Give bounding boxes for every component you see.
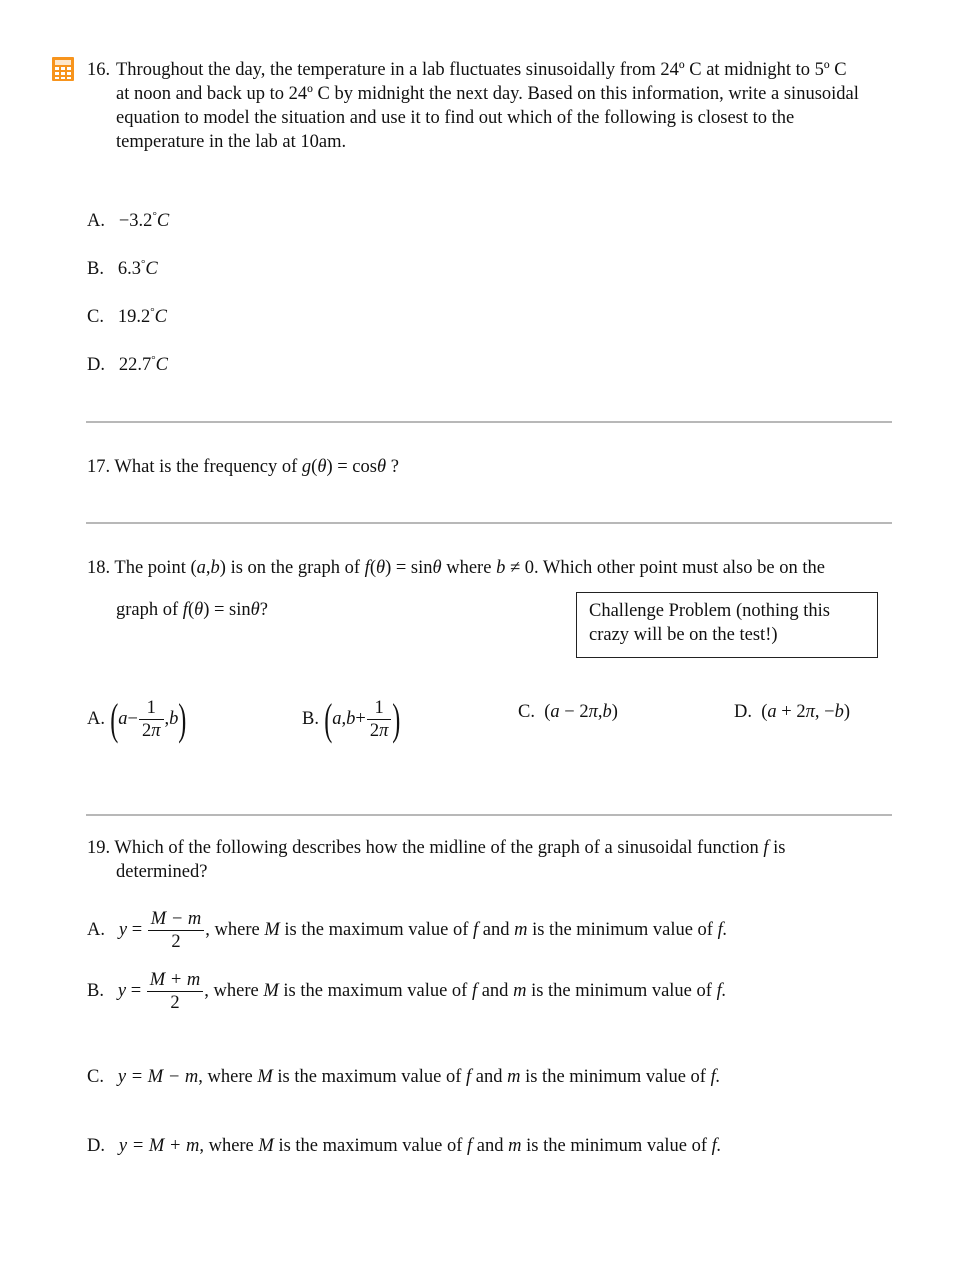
choice-letter: D. bbox=[734, 702, 752, 722]
choice-text: , where bbox=[205, 919, 260, 940]
question-19-line1: 19. Which of the following describes how the midline of the graph of a sinusoidal function f is bbox=[87, 838, 786, 858]
choice-letter: C. bbox=[518, 702, 535, 722]
choice-text: is the maximum value of bbox=[284, 919, 469, 940]
choice-unit: C bbox=[155, 355, 168, 375]
choice-value: −3.2 bbox=[118, 211, 153, 231]
choice-value: 22.7 bbox=[118, 355, 152, 375]
challenge-text: Challenge Problem (nothing this crazy will be on the test!) bbox=[589, 601, 830, 645]
choice-b[interactable]: B. (a,b+ $\frac{1}{2\pi}$ ) bbox=[302, 694, 401, 744]
choice-letter: C. bbox=[87, 1067, 104, 1087]
question-text: The point bbox=[114, 558, 186, 578]
choice-letter: A. bbox=[87, 708, 105, 729]
question-text: . Which other point must also be on the bbox=[533, 558, 825, 578]
choice-letter: B. bbox=[87, 980, 104, 1001]
question-number: 19. bbox=[87, 838, 111, 858]
choice-text: , where bbox=[198, 1067, 253, 1087]
choice-text: and bbox=[482, 919, 510, 940]
choice-text: and bbox=[475, 1067, 503, 1087]
fraction-denominator: 2 bbox=[171, 932, 181, 952]
question-number: 17. bbox=[87, 457, 111, 477]
question-mark: ? bbox=[390, 457, 399, 477]
choice-value: 6.3 bbox=[117, 259, 141, 279]
choice-a[interactable]: A. −3.2°C bbox=[87, 210, 170, 231]
question-text: is bbox=[773, 838, 786, 858]
question-mark: ? bbox=[259, 600, 268, 620]
question-text: where bbox=[446, 558, 492, 578]
question-number: 18. bbox=[87, 558, 111, 578]
choice-d[interactable]: D. y = M + m, where M is the maximum value of f and m is the minimum value of f. bbox=[87, 1136, 722, 1156]
question-text-line: equation to model the situation and use it to find out which of the following is closest to the bbox=[116, 108, 795, 128]
section-divider bbox=[86, 522, 892, 524]
question-text-line: Throughout the day, the temperature in a lab fluctuates sinusoidally from 24º C at midnight to 5º C bbox=[116, 60, 847, 80]
choice-text: is the maximum value of bbox=[283, 980, 468, 1001]
question-text-line: determined? bbox=[116, 862, 208, 882]
choice-a[interactable]: A. (a− $\frac{1}{2\pi}$ ,b) bbox=[87, 694, 187, 744]
choice-value: 19.2 bbox=[117, 307, 151, 327]
choice-letter: D. bbox=[87, 355, 105, 375]
question-18-line2: graph of f(θ) = sinθ? bbox=[116, 600, 268, 620]
choice-unit: C bbox=[156, 211, 170, 231]
choice-letter: A. bbox=[87, 919, 105, 940]
choice-text: and bbox=[481, 980, 509, 1001]
choice-letter: B. bbox=[87, 259, 104, 279]
choice-c[interactable]: C. 19.2°C bbox=[87, 306, 167, 327]
choice-b[interactable]: B. y = $\frac{M + m}{2}$ , where M is the maximum value of f and m is the minimum value of f. bbox=[87, 970, 727, 1013]
choice-c[interactable]: C. (a − 2π,b) bbox=[518, 702, 618, 722]
function-rhs: = cos bbox=[337, 457, 377, 477]
choice-text: is the maximum value of bbox=[278, 1136, 463, 1156]
question-17: 17. What is the frequency of g(θ) = cosθ ? bbox=[87, 457, 399, 477]
choice-text: is the maximum value of bbox=[277, 1067, 462, 1087]
question-text: What is the frequency of bbox=[114, 457, 298, 477]
choice-text: is the minimum value of bbox=[531, 980, 712, 1001]
choice-text: is the minimum value of bbox=[532, 919, 713, 940]
choice-text: , where bbox=[204, 980, 259, 1001]
question-text-line: at noon and back up to 24º C by midnight the next day. Based on this information, write a sinusoidal bbox=[116, 84, 859, 104]
choice-c[interactable]: C. y = M − m, where M is the maximum value of f and m is the minimum value of f. bbox=[87, 1067, 721, 1087]
choice-d[interactable]: D. 22.7°C bbox=[87, 354, 168, 375]
fraction-numerator: M + m bbox=[147, 969, 204, 992]
choice-expression: y = M + m bbox=[118, 1136, 200, 1156]
choice-a[interactable]: A. y = $\frac{M - m}{2}$ , where M is the maximum value of f and m is the minimum value of f. bbox=[87, 909, 728, 952]
choice-unit: C bbox=[145, 259, 158, 279]
choice-letter: C. bbox=[87, 307, 104, 327]
choice-unit: C bbox=[154, 307, 167, 327]
choice-text: is the minimum value of bbox=[526, 1136, 707, 1156]
choice-letter: B. bbox=[302, 708, 319, 729]
function-name: g bbox=[301, 457, 312, 477]
choice-letter: A. bbox=[87, 211, 105, 231]
choice-b[interactable]: B. 6.3°C bbox=[87, 258, 158, 279]
choice-text: , where bbox=[199, 1136, 254, 1156]
question-text: Which of the following describes how the midline of the graph of a sinusoidal function bbox=[114, 838, 759, 858]
section-divider bbox=[86, 814, 892, 816]
question-text-line: temperature in the lab at 10am. bbox=[116, 132, 347, 152]
question-text: is on the graph of bbox=[230, 558, 361, 578]
choice-text: is the minimum value of bbox=[525, 1067, 706, 1087]
question-text: graph of bbox=[116, 600, 179, 620]
question-number: 16. bbox=[87, 60, 111, 80]
choice-text: and bbox=[476, 1136, 504, 1156]
choice-letter: D. bbox=[87, 1136, 105, 1156]
question-18-line1: 18. The point (a,b) is on the graph of f(θ) = sinθ where b ≠ 0. Which other point must also be on the bbox=[87, 558, 825, 578]
choice-expression: y = M − m bbox=[117, 1067, 199, 1087]
fraction-numerator: M − m bbox=[148, 908, 205, 931]
calculator-icon bbox=[52, 57, 74, 81]
fraction-denominator: 2 bbox=[170, 993, 180, 1013]
section-divider bbox=[86, 421, 892, 423]
challenge-box bbox=[576, 592, 878, 658]
choice-d[interactable]: D. (a + 2π, −b) bbox=[734, 702, 850, 722]
